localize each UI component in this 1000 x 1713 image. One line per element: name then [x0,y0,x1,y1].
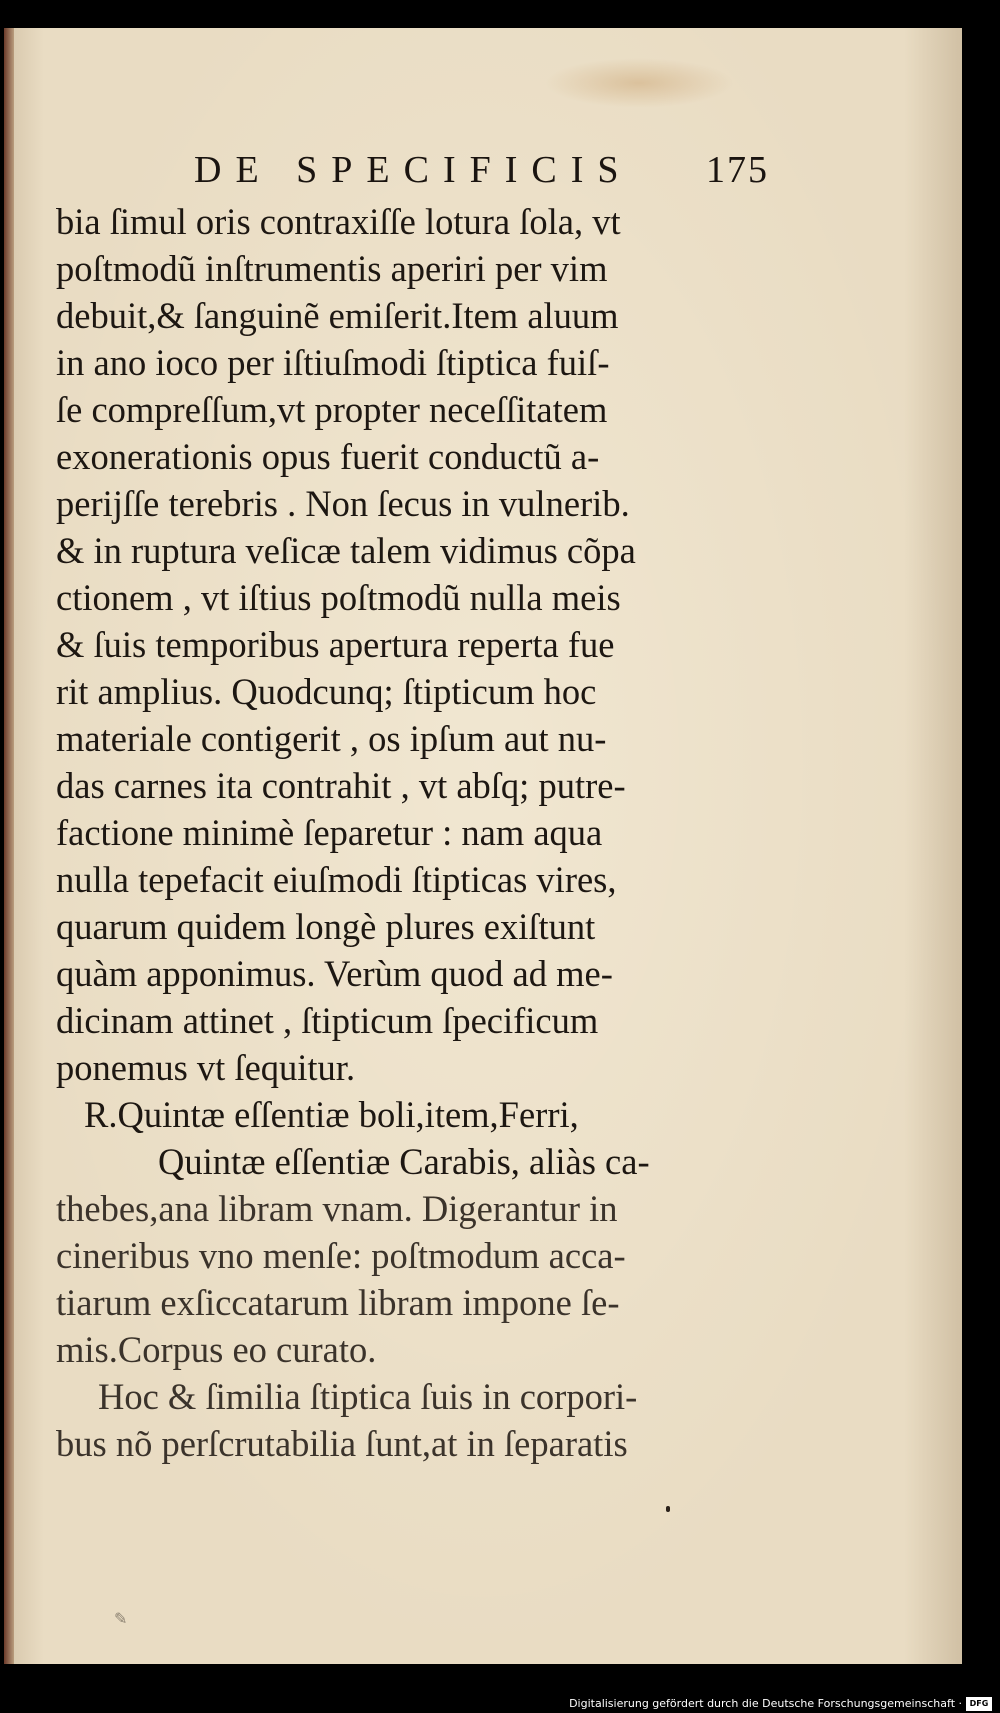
running-title: DE SPECIFICIS [194,149,633,191]
recipe-line: thebes,ana libram vnam. Digerantur in [56,1188,618,1229]
book-page [4,28,962,1664]
dfg-logo-icon: DFG [966,1697,992,1711]
text-line: factione minimè ſeparetur : nam aqua [56,812,603,853]
digitization-footer [569,1697,992,1711]
recipe-line: Quintæ eſſentiæ Carabis, aliàs ca- [158,1141,650,1182]
recipe-line: tiarum exſiccatarum libram impone ſe- [56,1282,620,1323]
recipe-line: mis.Corpus eo curato. [56,1329,377,1370]
text-line: in ano ioco per iſtiuſmodi ſtiptica fuiſ- [56,342,610,383]
text-line: bia ſimul oris contraxiſſe lotura ſola, vt [56,201,621,242]
text-line: quàm apponimus. Verùm quod ad me- [56,953,613,994]
text-line: ſe compreſſum,vt propter neceſſitatem [56,389,608,430]
page-header [194,148,769,192]
text-line: Hoc & ſimilia ſtiptica ſuis in corpori- [98,1376,638,1417]
text-line: & in ruptura veſicæ talem vidimus cõpa [56,530,636,571]
body-text [56,198,766,1467]
text-line: perijſſe terebris . Non ſecus in vulnerib. [56,483,630,524]
text-line: dicinam attinet , ſtipticum ſpecificum [56,1000,599,1041]
text-line: bus nõ perſcrutabilia ſunt,at in ſeparatis [56,1423,628,1464]
footer-credit: Digitalisierung gefördert durch die Deutsche Forschungsgemeinschaft · [569,1697,962,1710]
text-line: rit amplius. Quodcunq; ſtipticum hoc [56,671,597,712]
text-line: nulla tepefacit eiuſmodi ſtipticas vires, [56,859,617,900]
paper-stain [544,58,734,108]
book-spine-edge [4,28,14,1664]
ink-speck [666,1506,670,1512]
text-line: das carnes ita contrahit , vt abſq; putre- [56,765,626,806]
faint-mark: ✎ [114,1611,128,1628]
text-line: & ſuis temporibus apertura reperta fue [56,624,615,665]
text-line: ponemus vt ſequitur. [56,1047,356,1088]
recipe-line: R.Quintæ eſſentiæ boli,item,Ferri, [84,1094,579,1135]
text-line: ctionem , vt iſtius poſtmodũ nulla meis [56,577,621,618]
text-line: poſtmodũ inſtrumentis aperiri per vim [56,248,608,289]
text-line: debuit,& ſanguinẽ emiſerit.Item aluum [56,295,619,336]
text-line: quarum quidem longè plures exiſtunt [56,906,596,947]
text-line: materiale contigerit , os ipſum aut nu- [56,718,607,759]
page-number: 175 [706,149,769,191]
recipe-line: cineribus vno menſe: poſtmodum acca- [56,1235,626,1276]
text-line: exonerationis opus fuerit conductũ a- [56,436,600,477]
